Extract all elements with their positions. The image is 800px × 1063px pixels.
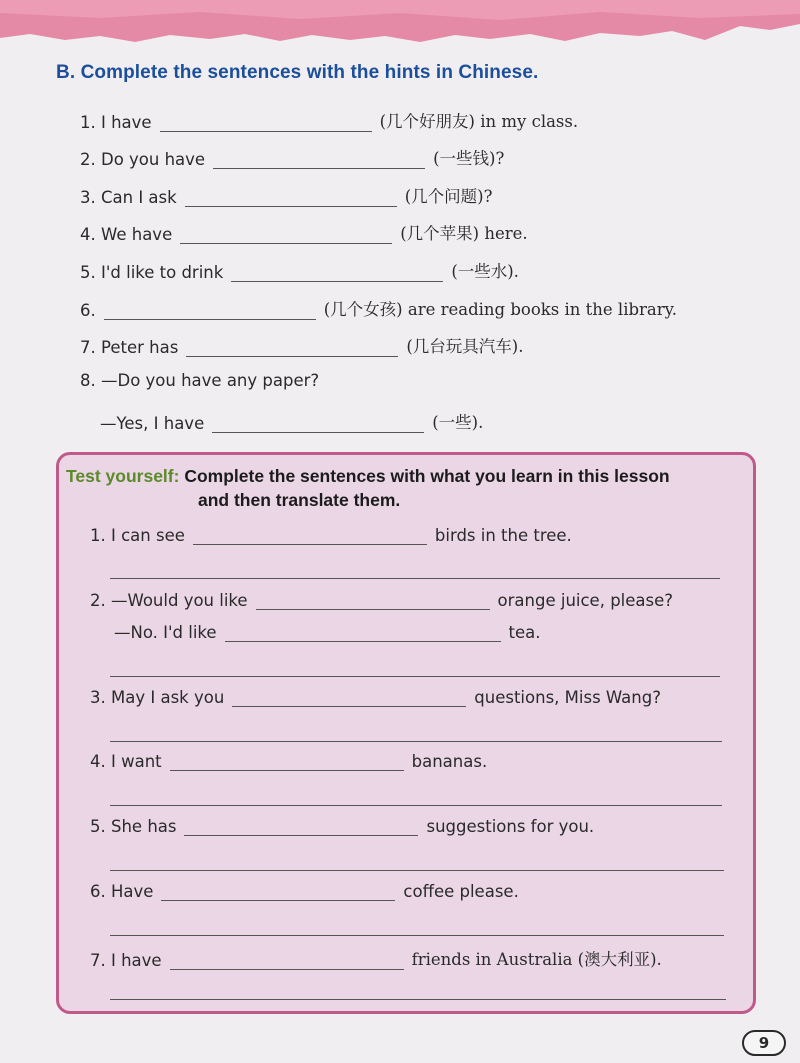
translation-line[interactable] bbox=[110, 870, 724, 871]
list-item bbox=[90, 817, 594, 836]
answer-blank[interactable] bbox=[193, 528, 427, 545]
answer-blank[interactable] bbox=[184, 819, 418, 836]
item-hint: (几个女孩) are reading books in the library. bbox=[323, 300, 678, 319]
item-text-after: questions, Miss Wang? bbox=[474, 688, 661, 707]
item-text-after: tea. bbox=[508, 623, 541, 642]
list-item bbox=[90, 526, 572, 545]
test-yourself-instruction: Complete the sentences with what you learn in this lesson bbox=[184, 466, 670, 486]
list-item bbox=[80, 296, 677, 320]
list-item bbox=[80, 220, 528, 244]
item-text: 6. Have bbox=[90, 882, 154, 901]
answer-blank[interactable] bbox=[231, 265, 443, 282]
item-text-after: bananas. bbox=[411, 752, 488, 771]
item-text: 5. She has bbox=[90, 817, 177, 836]
list-item bbox=[80, 258, 519, 282]
answer-blank[interactable] bbox=[170, 754, 404, 771]
translation-line[interactable] bbox=[110, 805, 722, 806]
answer-blank[interactable] bbox=[186, 340, 398, 357]
answer-blank[interactable] bbox=[104, 303, 316, 320]
item-text: 2. —Would you like bbox=[90, 591, 248, 610]
list-item bbox=[90, 688, 661, 707]
translation-line[interactable] bbox=[110, 935, 724, 936]
item-text: 2. Do you have bbox=[80, 150, 206, 169]
translation-line[interactable] bbox=[110, 741, 722, 742]
item-text: 6. bbox=[80, 301, 96, 320]
answer-blank[interactable] bbox=[212, 416, 424, 433]
test-yourself-instruction-2: and then translate them. bbox=[198, 490, 401, 510]
test-yourself-header bbox=[66, 466, 670, 487]
list-item bbox=[80, 371, 319, 390]
translation-line[interactable] bbox=[110, 578, 720, 579]
item-hint: (几个苹果) here. bbox=[400, 224, 528, 243]
item-text: 4. I want bbox=[90, 752, 162, 771]
list-item bbox=[114, 623, 541, 642]
answer-blank[interactable] bbox=[225, 625, 501, 642]
item-text: 5. I'd like to drink bbox=[80, 263, 224, 282]
item-text: 1. I have bbox=[80, 113, 152, 132]
item-text-after: coffee please. bbox=[403, 882, 519, 901]
item-text: 4. We have bbox=[80, 225, 173, 244]
list-item bbox=[100, 409, 483, 433]
item-hint: (一些钱)? bbox=[433, 149, 505, 168]
answer-blank[interactable] bbox=[185, 190, 397, 207]
item-hint: (一些). bbox=[432, 413, 484, 432]
translation-line[interactable] bbox=[110, 676, 720, 677]
answer-blank[interactable] bbox=[256, 593, 490, 610]
item-hint: (几台玩具汽车). bbox=[406, 337, 524, 356]
item-text: 7. Peter has bbox=[80, 338, 179, 357]
item-text: 1. I can see bbox=[90, 526, 185, 545]
answer-blank[interactable] bbox=[180, 227, 392, 244]
item-text: 8. —Do you have any paper? bbox=[80, 371, 320, 390]
test-yourself-label: Test yourself: bbox=[66, 466, 180, 486]
list-item bbox=[80, 333, 523, 357]
item-hint: (几个好朋友) in my class. bbox=[379, 112, 579, 131]
item-text: 7. I have bbox=[90, 951, 162, 970]
list-item bbox=[80, 183, 492, 207]
item-text: 3. May I ask you bbox=[90, 688, 225, 707]
item-text: 3. Can I ask bbox=[80, 188, 177, 207]
answer-blank[interactable] bbox=[170, 953, 404, 970]
translation-line[interactable] bbox=[110, 999, 726, 1000]
item-hint: (一些水). bbox=[451, 262, 519, 281]
list-item bbox=[90, 752, 487, 771]
answer-blank[interactable] bbox=[161, 884, 395, 901]
pink-header-banner bbox=[0, 0, 800, 60]
list-item bbox=[90, 946, 662, 970]
item-text: —No. I'd like bbox=[114, 623, 217, 642]
answer-blank[interactable] bbox=[213, 152, 425, 169]
list-item bbox=[90, 882, 519, 901]
item-text-after: suggestions for you. bbox=[426, 817, 595, 836]
list-item bbox=[90, 591, 673, 610]
list-item bbox=[80, 145, 504, 169]
section-b-title: B. Complete the sentences with the hints in Chinese. bbox=[56, 62, 539, 83]
item-text-after: orange juice, please? bbox=[497, 591, 674, 610]
item-hint: (几个问题)? bbox=[404, 187, 493, 206]
item-text: —Yes, I have bbox=[100, 414, 205, 433]
item-text-after: friends in Australia (澳大利亚). bbox=[411, 950, 662, 969]
list-item bbox=[80, 108, 578, 132]
answer-blank[interactable] bbox=[232, 690, 466, 707]
answer-blank[interactable] bbox=[160, 115, 372, 132]
item-text-after: birds in the tree. bbox=[434, 526, 572, 545]
page-number: 9 bbox=[742, 1030, 786, 1056]
